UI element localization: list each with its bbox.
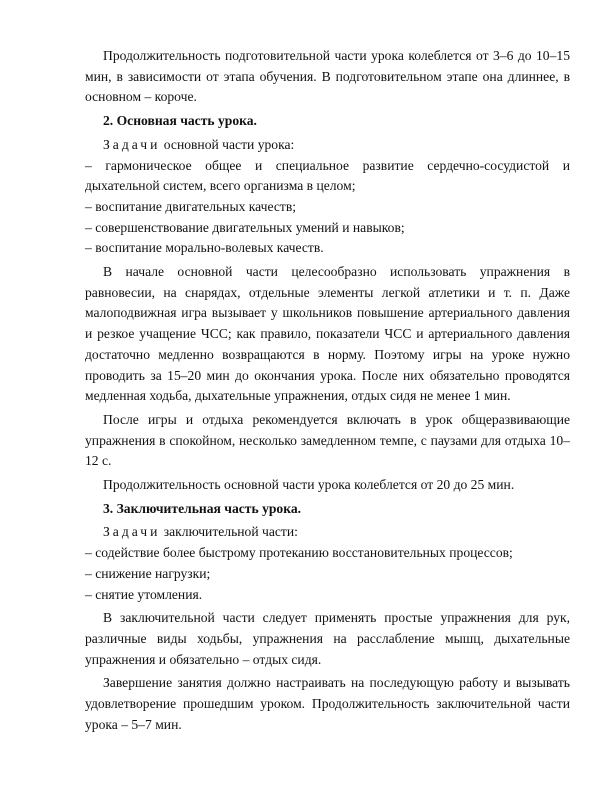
main-section-heading: 2. Основная часть урока. [103, 113, 257, 129]
intro-paragraph: Продолжительность подготовительной части урока колеблется от 3–6 до 10–15 мин, в зависимости от этапа обучения. В подготовительном этапе она длиннее, в основном – короче. [85, 48, 570, 105]
final-task-item: – снятие утомления. [85, 586, 203, 602]
document-page [85, 46, 570, 736]
main-tasks-word: Задачи [103, 136, 161, 152]
main-task-item: – совершенствование двигательных умений и навыков; [85, 219, 405, 235]
main-tasks-rest: основной части урока: [160, 136, 295, 152]
final-tasks-title [85, 522, 570, 543]
final-tasks-rest: заключительной части: [160, 524, 298, 540]
final-paragraph: В заключительной части следует применять простые упражнения для рук, различные виды ходьбы, упражнения на расслабление мышц, дыхательные упражнения и обязательно – отдых сидя. [85, 610, 570, 667]
final-section-heading: 3. Заключительная часть урока. [103, 500, 302, 516]
main-tasks-title [85, 135, 570, 156]
final-task-item: – содействие более быстрому протеканию восстановительных процессов; [85, 545, 513, 561]
main-paragraph: После игры и отдыха рекомендуется включать в урок общеразвивающие упражнения в спокойном, несколько замедленном темпе, с паузами для отдыха 10–12 с. [85, 411, 570, 469]
final-paragraph: Завершение занятия должно настраивать на последующую работу и вызывать удовлетворение прошедшим уроком. Продолжительность заключительной части урока – 5–7 мин. [85, 675, 570, 732]
final-tasks-word: Задачи [103, 524, 161, 540]
final-task-item: – снижение нагрузки; [85, 565, 211, 581]
main-task-item: – воспитание морально-волевых качеств. [85, 240, 324, 256]
main-paragraph: Продолжительность основной части урока колеблется от 20 до 25 мин. [103, 477, 515, 493]
main-task-item: – воспитание двигательных качеств; [85, 198, 297, 214]
main-paragraph: В начале основной части целесообразно использовать упражнения в равновесии, на снарядах, отдельные элементы легкой атлетики и т. п. Даже малоподвижная игра вызывает у школьников повышение артериального давления и резкое учащение ЧСС; как правило, показатели ЧСС и артериального давления достаточно медленно возвращаются в норму. Поэтому игры на уроке нужно проводить за 15–20 мин до окончания урока. После них обязательно проводятся медленная ходьба, дыхательные упражнения, отдых сидя не менее 1 мин. [85, 264, 570, 404]
main-task-item: – гармоническое общее и специальное развитие сердечно-сосудистой и дыхательной систем, всего организма в целом; [85, 157, 570, 194]
